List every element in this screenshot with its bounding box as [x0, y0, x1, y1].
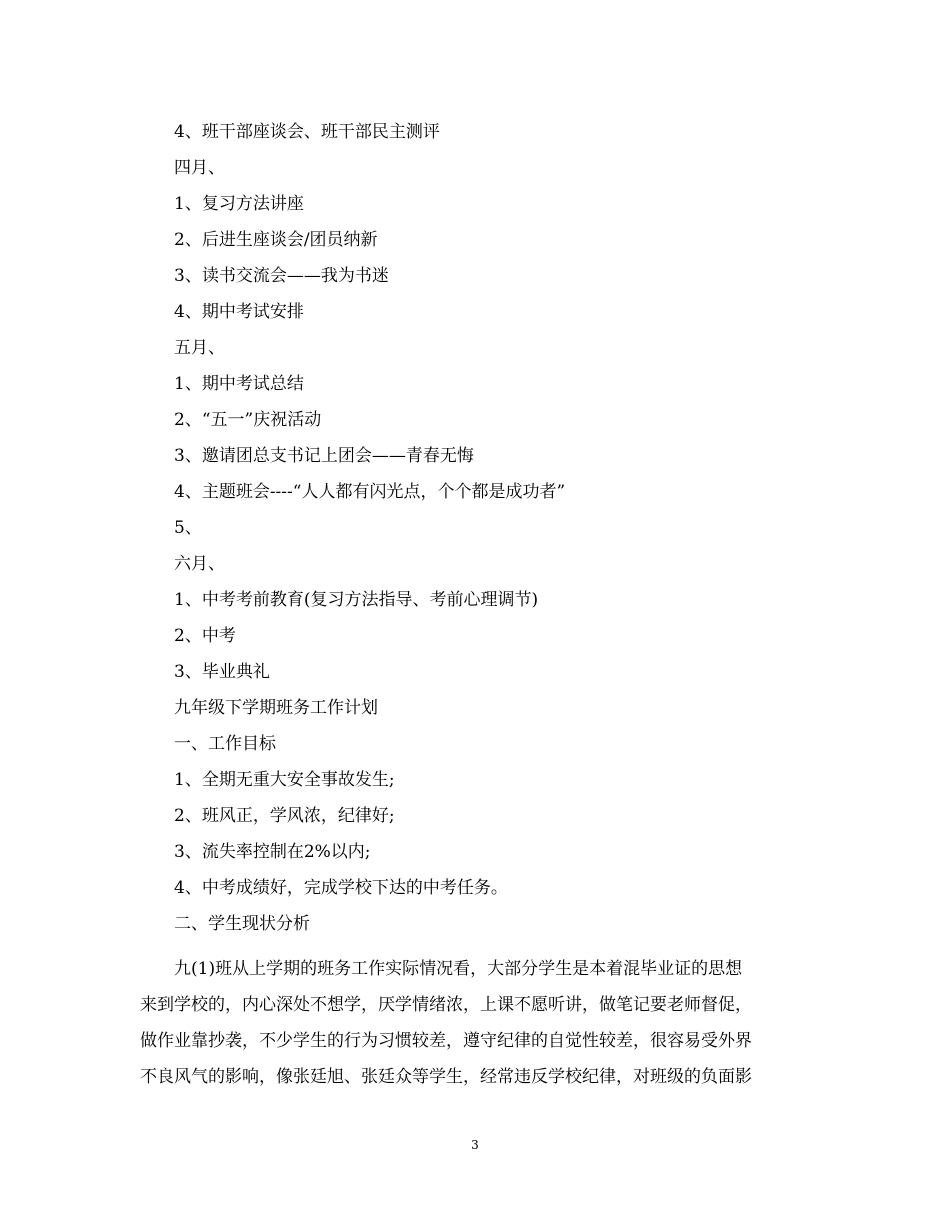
text-line: 五月、: [174, 338, 225, 358]
section-heading: 一、工作目标: [174, 734, 276, 754]
text-line: 3、读书交流会——我为书迷: [174, 266, 389, 286]
text-line: 2、“五一”庆祝活动: [174, 410, 322, 430]
text-line: 3、流失率控制在2%以内;: [174, 842, 371, 862]
text-line: 1、复习方法讲座: [174, 194, 304, 214]
paragraph-line: 来到学校的，内心深处不想学，厌学情绪浓，上课不愿听讲，做笔记要老师督促，: [140, 995, 752, 1015]
section-heading: 二、学生现状分析: [174, 914, 310, 934]
text-line: 六月、: [174, 554, 225, 574]
text-line: 1、中考考前教育(复习方法指导、考前心理调节): [174, 590, 539, 610]
text-line: 1、全期无重大安全事故发生;: [174, 770, 395, 790]
text-line: 2、中考: [174, 626, 236, 646]
page-number: 3: [471, 1138, 479, 1152]
paragraph-line: 九(1)班从上学期的班务工作实际情况看，大部分学生是本着混毕业证的思想: [174, 959, 743, 979]
text-line: 3、毕业典礼: [174, 662, 270, 682]
text-line: 2、班风正，学风浓，纪律好;: [174, 806, 395, 826]
text-line: 四月、: [174, 158, 225, 178]
text-line: 4、主题班会----“人人都有闪光点，个个都是成功者”: [174, 482, 566, 502]
section-title: 九年级下学期班务工作计划: [174, 698, 378, 718]
text-line: 4、中考成绩好，完成学校下达的中考任务。: [174, 878, 508, 898]
text-line: 4、班干部座谈会、班干部民主测评: [174, 122, 440, 142]
text-line: 5、: [174, 518, 202, 538]
text-line: 4、期中考试安排: [174, 302, 304, 322]
text-line: 2、后进生座谈会/团员纳新: [174, 230, 378, 250]
paragraph-line: 做作业靠抄袭，不少学生的行为习惯较差，遵守纪律的自觉性较差，很容易受外界: [140, 1031, 752, 1051]
paragraph-line: 不良风气的影响，像张廷旭、张廷众等学生，经常违反学校纪律，对班级的负面影: [140, 1067, 752, 1087]
text-line: 1、期中考试总结: [174, 374, 304, 394]
text-line: 3、邀请团总支书记上团会——青春无悔: [174, 446, 474, 466]
